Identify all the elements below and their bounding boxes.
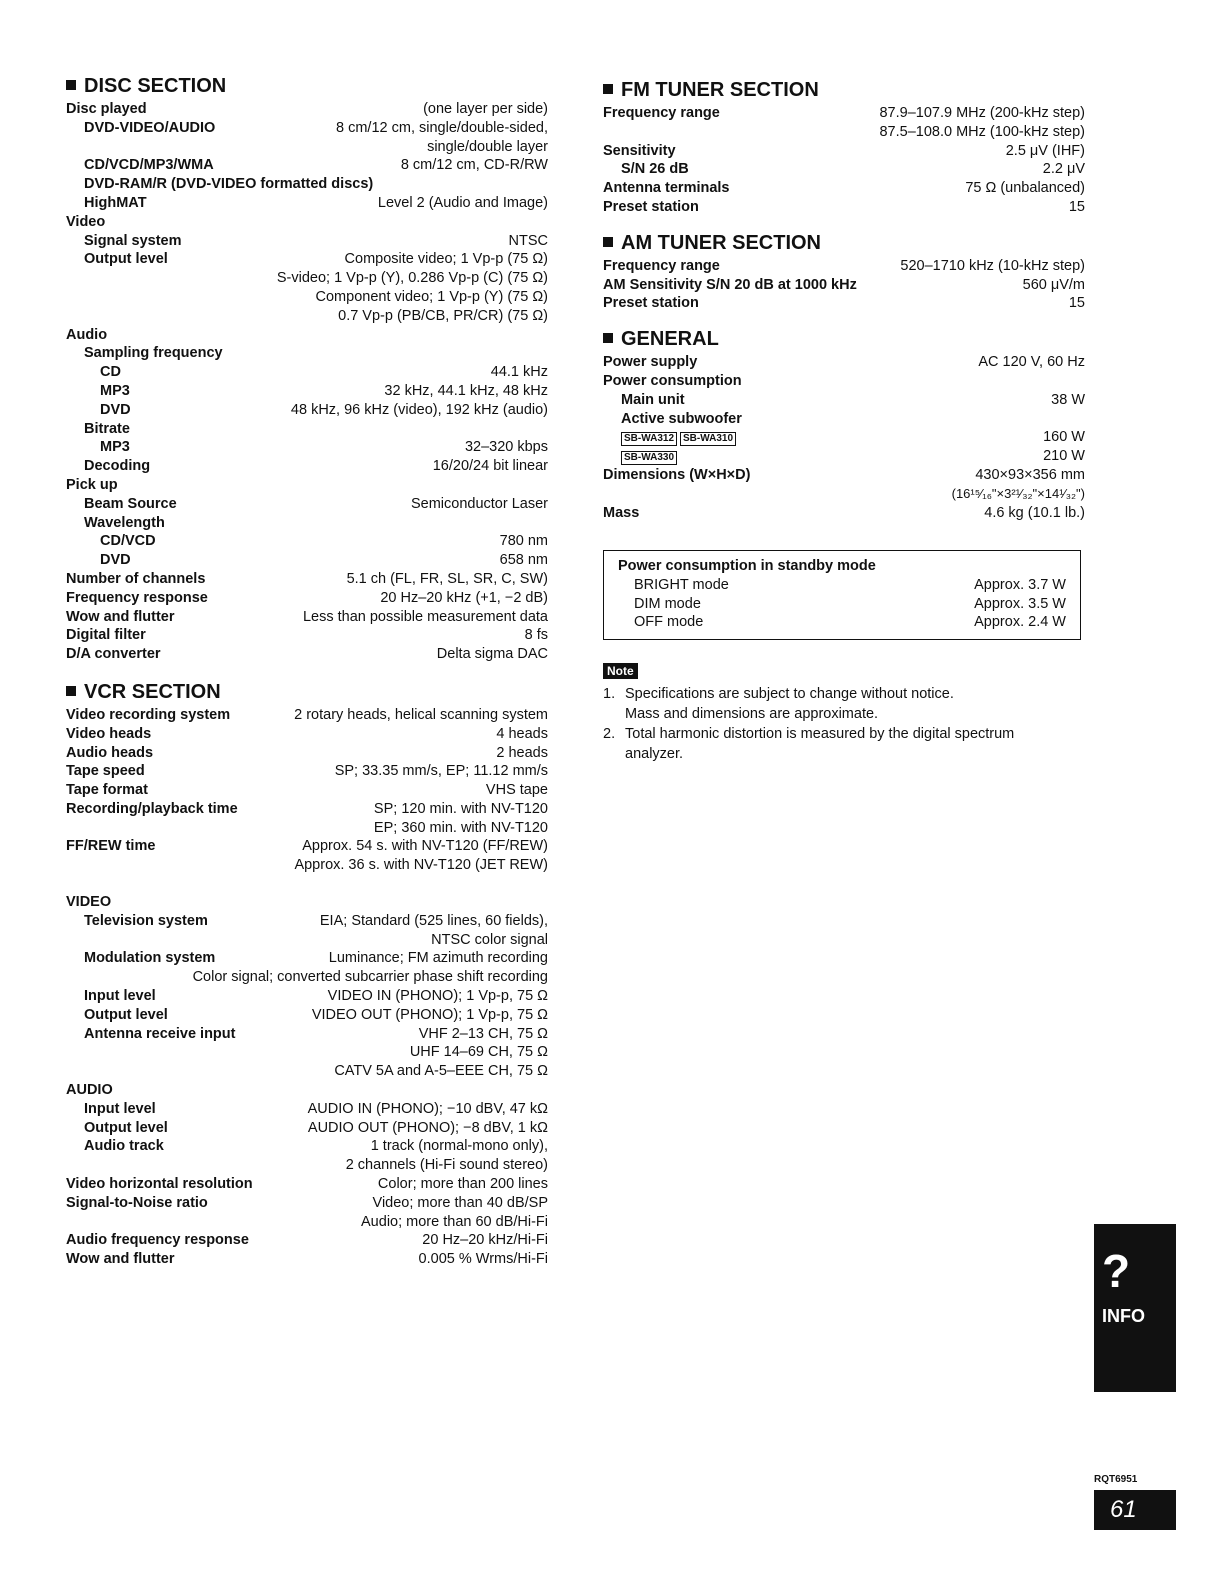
- general-section-title: GENERAL: [603, 327, 1085, 351]
- spec-value: Approx. 3.7 W: [974, 576, 1066, 593]
- spec-row: [603, 257, 1085, 276]
- spec-label: Wavelength: [84, 514, 165, 531]
- spec-row: [66, 401, 548, 420]
- spec-row: [66, 645, 548, 664]
- spec-value: 75 Ω (unbalanced): [965, 180, 1085, 197]
- spec-row: [66, 532, 548, 551]
- spec-value: SP; 120 min. with NV-T120: [373, 800, 548, 817]
- spec-row: [66, 800, 548, 819]
- spec-label: Video recording system: [66, 706, 231, 723]
- spec-label: Video heads: [66, 725, 152, 742]
- spec-row: [66, 457, 548, 476]
- spec-row: [66, 326, 548, 345]
- info-tab-label: INFO: [1102, 1306, 1145, 1326]
- spec-label: Audio heads: [66, 744, 154, 761]
- spec-label: Number of channels: [66, 570, 206, 587]
- spec-row: [66, 175, 548, 194]
- spec-value: Luminance; FM azimuth recording: [328, 950, 548, 967]
- spec-label: Wow and flutter: [66, 1251, 175, 1268]
- spec-row: [66, 288, 548, 307]
- spec-label: Input level: [84, 988, 156, 1005]
- model-badge: SB-WA330: [621, 451, 677, 465]
- right-column: [603, 78, 1085, 522]
- note-number: 1.: [603, 686, 616, 702]
- spec-value: 20 Hz–20 kHz (+1, −2 dB): [380, 589, 548, 606]
- spec-row: [66, 893, 548, 912]
- spec-row: [66, 1043, 548, 1062]
- spec-label: Sensitivity: [603, 142, 676, 159]
- spec-value: 15: [1068, 198, 1085, 215]
- note-label: Note: [603, 663, 638, 679]
- spec-value: SP; 33.35 mm/s, EP; 11.12 mm/s: [334, 763, 548, 780]
- spec-value: 1 track (normal-mono only),: [370, 1138, 548, 1155]
- spec-row: [66, 744, 548, 763]
- spec-label: Tape speed: [66, 763, 145, 780]
- spec-value: Approx. 36 s. with NV-T120 (JET REW): [294, 857, 548, 874]
- spec-label: HighMAT: [84, 194, 147, 211]
- spec-label: MP3: [100, 439, 130, 456]
- spec-row: [603, 104, 1085, 123]
- spec-value: Composite video; 1 Vp-p (75 Ω): [344, 251, 548, 268]
- disc-spec-list: [66, 100, 548, 664]
- spec-row: [603, 179, 1085, 198]
- spec-label: FF/REW time: [66, 838, 156, 855]
- spec-row: Main unit 38 W: [621, 391, 1085, 408]
- spec-row: [66, 1137, 548, 1156]
- spec-label: Input level: [84, 1100, 156, 1117]
- note-text: Specifications are subject to change without notice.: [625, 686, 954, 702]
- spec-value: 87.9–107.9 MHz (200-kHz step): [879, 105, 1085, 121]
- spec-row: [66, 837, 548, 856]
- page-number: 61: [1094, 1490, 1176, 1530]
- spec-label: Preset station: [603, 198, 699, 215]
- spec-value: 658 nm: [499, 552, 548, 569]
- spec-row: [603, 123, 1085, 142]
- spec-row: [66, 1025, 548, 1044]
- spec-row: [66, 476, 548, 495]
- spec-value: 32 kHz, 44.1 kHz, 48 kHz: [384, 382, 548, 399]
- spec-row: [66, 819, 548, 838]
- spec-row: [66, 307, 548, 326]
- note-text: analyzer.: [625, 745, 684, 762]
- spec-label: Frequency range: [603, 257, 720, 274]
- spec-row: [66, 1213, 548, 1232]
- spec-value: Delta sigma DAC: [436, 646, 548, 663]
- bullet-square-icon: [66, 80, 76, 90]
- spec-row: Active subwoofer: [621, 410, 742, 427]
- spec-label: Pick up: [66, 476, 118, 493]
- spec-value: Component video; 1 Vp-p (Y) (75 Ω): [315, 288, 548, 305]
- vcr-section-title: VCR SECTION: [66, 680, 548, 704]
- spec-row: [66, 382, 548, 401]
- standby-title-row: Power consumption in standby mode: [618, 558, 876, 574]
- spec-row: [66, 1175, 548, 1194]
- spec-label: Video horizontal resolution: [66, 1176, 253, 1193]
- spec-row: [603, 198, 1085, 217]
- spec-row: [66, 269, 548, 288]
- spec-value: UHF 14–69 CH, 75 Ω: [409, 1044, 548, 1061]
- spec-value: Approx. 3.5 W: [974, 595, 1066, 612]
- spec-label: VIDEO: [66, 894, 112, 911]
- spec-row: [66, 156, 548, 175]
- spec-value: NTSC color signal: [431, 931, 548, 948]
- spec-label: Bitrate: [84, 420, 130, 437]
- spec-value: VIDEO OUT (PHONO); 1 Vp-p, 75 Ω: [311, 1006, 548, 1023]
- spec-row: [66, 363, 548, 382]
- spec-row: [66, 781, 548, 800]
- spec-row: [66, 1100, 548, 1119]
- note-text: Mass and dimensions are approximate.: [625, 705, 879, 722]
- spec-label: Preset station: [603, 295, 699, 312]
- spec-label: Signal-to-Noise ratio: [66, 1194, 208, 1211]
- note-text: Total harmonic distortion is measured by the digital spectrum: [625, 726, 1015, 742]
- spec-value: 520–1710 kHz (10-kHz step): [900, 257, 1085, 274]
- spec-value: Audio; more than 60 dB/Hi-Fi: [361, 1213, 548, 1230]
- question-mark-icon: ?: [1102, 1245, 1131, 1297]
- spec-label: Disc played: [66, 101, 147, 117]
- spec-value: 2 heads: [496, 744, 548, 761]
- note-number: 2.: [603, 726, 616, 742]
- info-side-tab: [1094, 1224, 1176, 1392]
- spec-label: Output level: [84, 1119, 168, 1136]
- spec-value: Less than possible measurement data: [302, 608, 548, 625]
- spec-label: DVD-VIDEO/AUDIO: [84, 119, 216, 136]
- model-badge: SB-WA310: [680, 432, 736, 446]
- spec-row: [66, 138, 548, 157]
- left-column: [66, 74, 548, 1269]
- spec-row: [66, 250, 548, 269]
- spec-row: [66, 420, 548, 439]
- spec-label: CD/VCD/MP3/WMA: [84, 157, 214, 174]
- spec-row: [66, 968, 548, 987]
- spec-label: Recording/playback time: [66, 800, 238, 817]
- spec-value: 5.1 ch (FL, FR, SL, SR, C, SW): [346, 570, 548, 587]
- spec-label: S/N 26 dB: [621, 161, 689, 178]
- spec-row: [66, 1081, 548, 1100]
- spec-row: SB-WA330 210 W: [603, 447, 1085, 466]
- spec-row: [603, 294, 1085, 313]
- spec-label: Sampling frequency: [84, 345, 223, 362]
- spec-label: DVD-RAM/R (DVD-VIDEO formatted discs): [84, 176, 374, 193]
- spec-row: [66, 514, 548, 533]
- spec-row: Mass 4.6 kg (10.1 lb.): [603, 504, 1085, 521]
- spec-label: Audio track: [84, 1138, 164, 1155]
- spec-value: 8 cm/12 cm, single/double-sided,: [336, 119, 548, 136]
- spec-row: [66, 344, 548, 363]
- spec-row: [66, 706, 548, 725]
- spec-value: AUDIO OUT (PHONO); −8 dBV, 1 kΩ: [307, 1119, 548, 1136]
- spec-label: Video: [66, 213, 106, 230]
- fm-section-title: FM TUNER SECTION: [603, 78, 1085, 102]
- spec-value: 15: [1068, 295, 1085, 312]
- spec-row: (16¹⁵⁄₁₆"×3²¹⁄₃₂"×14¹⁄₃₂"): [951, 485, 1085, 501]
- spec-row: [66, 1006, 548, 1025]
- spec-label: CD: [100, 364, 121, 381]
- spec-label: Digital filter: [66, 627, 146, 644]
- spec-label: Antenna receive input: [84, 1025, 236, 1042]
- spec-row: [66, 725, 548, 744]
- spec-row: [66, 119, 548, 138]
- spec-row: [618, 613, 1066, 632]
- spec-value: 0.7 Vp-p (PB/CB, PR/CR) (75 Ω): [338, 307, 548, 324]
- spec-value: Color signal; converted subcarrier phase shift recording: [192, 969, 548, 986]
- spec-value: 87.5–108.0 MHz (100-kHz step): [879, 123, 1085, 140]
- spec-label: BRIGHT mode: [634, 576, 729, 593]
- spec-label: Wow and flutter: [66, 608, 175, 625]
- spec-row: [66, 1231, 548, 1250]
- standby-power-box: [603, 550, 1081, 640]
- spec-row: [603, 160, 1085, 179]
- am-spec-list: [603, 257, 1085, 313]
- spec-value: 560 μV/m: [1022, 276, 1085, 293]
- vcr-spec-list: [66, 706, 548, 875]
- spec-value: 780 nm: [499, 533, 548, 550]
- spec-row: [66, 1194, 548, 1213]
- spec-label: Antenna terminals: [603, 180, 730, 197]
- spec-row: [66, 1156, 548, 1175]
- spec-label: Beam Source: [84, 495, 177, 512]
- spec-row: [66, 194, 548, 213]
- spec-label: Tape format: [66, 782, 148, 799]
- document-code: RQT6951: [1094, 1474, 1138, 1485]
- spec-value: 2 channels (Hi-Fi sound stereo): [345, 1157, 548, 1174]
- spec-row: [66, 1250, 548, 1269]
- spec-label: Decoding: [84, 458, 151, 475]
- spec-value: AUDIO IN (PHONO); −10 dBV, 47 kΩ: [307, 1100, 548, 1117]
- spec-value: Approx. 54 s. with NV-T120 (FF/REW): [302, 838, 548, 855]
- spec-value: NTSC: [508, 232, 548, 249]
- spec-label: DVD: [100, 552, 131, 569]
- spec-value: Color; more than 200 lines: [377, 1176, 548, 1193]
- general-spec-list: [603, 353, 1085, 522]
- spec-value: VHS tape: [485, 782, 548, 799]
- spec-value: S-video; 1 Vp-p (Y), 0.286 Vp-p (C) (75 Ω): [276, 270, 548, 287]
- spec-value: EP; 360 min. with NV-T120: [373, 819, 548, 836]
- spec-value: 20 Hz–20 kHz/Hi-Fi: [422, 1232, 548, 1249]
- spec-row: [66, 213, 548, 232]
- spec-value: VIDEO IN (PHONO); 1 Vp-p, 75 Ω: [327, 988, 548, 1005]
- vcr-video-audio-spec-list: [66, 893, 548, 1269]
- bullet-square-icon: [603, 84, 613, 94]
- spec-label: CD/VCD: [100, 533, 156, 550]
- fm-spec-list: [603, 104, 1085, 217]
- spec-value: Level 2 (Audio and Image): [377, 194, 548, 211]
- spec-row: [603, 276, 1085, 295]
- note-item: [603, 685, 1083, 724]
- spec-row: [66, 949, 548, 968]
- spec-label: Frequency response: [66, 589, 208, 606]
- spec-value: 2 rotary heads, helical scanning system: [294, 706, 548, 723]
- note-list: [603, 685, 1083, 764]
- spec-row: [66, 931, 548, 950]
- spec-value: EIA; Standard (525 lines, 60 fields),: [319, 912, 548, 929]
- spec-row: [66, 856, 548, 875]
- spec-row: [66, 987, 548, 1006]
- spec-label: Output level: [84, 1006, 168, 1023]
- spec-row: [66, 589, 548, 608]
- spec-label: Modulation system: [84, 950, 216, 967]
- spec-row: [66, 232, 548, 251]
- spec-value: 48 kHz, 96 kHz (video), 192 kHz (audio): [290, 401, 548, 418]
- spec-row: [66, 762, 548, 781]
- spec-row: [66, 495, 548, 514]
- spec-label: Signal system: [84, 232, 182, 249]
- note-item: [603, 725, 1083, 764]
- bullet-square-icon: [603, 333, 613, 343]
- bullet-square-icon: [66, 686, 76, 696]
- spec-label: Output level: [84, 251, 168, 268]
- spec-label: DVD: [100, 401, 131, 418]
- spec-value: 32–320 kbps: [464, 439, 548, 456]
- bullet-square-icon: [603, 237, 613, 247]
- spec-label: DIM mode: [634, 595, 701, 612]
- spec-row: [66, 912, 548, 931]
- spec-label: AUDIO: [66, 1082, 113, 1099]
- spec-label: Audio frequency response: [66, 1232, 249, 1249]
- spec-row: Power supply AC 120 V, 60 Hz: [603, 354, 1085, 371]
- spec-value: 8 cm/12 cm, CD-R/RW: [400, 157, 548, 174]
- am-section-title: AM TUNER SECTION: [603, 231, 1085, 255]
- spec-value: VHF 2–13 CH, 75 Ω: [418, 1025, 548, 1042]
- spec-value: (one layer per side): [423, 101, 548, 117]
- spec-row: [66, 1119, 548, 1138]
- spec-row: [618, 576, 1066, 595]
- spec-value: CATV 5A and A-5–EEE CH, 75 Ω: [334, 1063, 548, 1080]
- spec-value: 0.005 % Wrms/Hi-Fi: [418, 1251, 548, 1268]
- spec-row: SB-WA312 SB-WA310 160 W: [603, 428, 1085, 447]
- spec-row: [603, 142, 1085, 161]
- spec-row: [66, 1062, 548, 1081]
- spec-row: [66, 608, 548, 627]
- spec-value: Semiconductor Laser: [410, 495, 548, 512]
- spec-label: OFF mode: [634, 614, 704, 631]
- disc-section-title: DISC SECTION: [66, 74, 548, 98]
- spec-value: single/double layer: [427, 138, 548, 155]
- spec-row: [618, 595, 1066, 614]
- spec-value: 8 fs: [524, 627, 548, 644]
- spec-row: Power consumption: [603, 372, 742, 389]
- standby-spec-list: [618, 576, 1066, 632]
- spec-value: 44.1 kHz: [490, 364, 548, 381]
- spec-row: Dimensions (W×H×D) 430×93×356 mm: [603, 466, 1085, 483]
- spec-label: D/A converter: [66, 646, 161, 663]
- spec-value: Video; more than 40 dB/SP: [372, 1194, 548, 1211]
- spec-value: Approx. 2.4 W: [974, 614, 1066, 631]
- note-block: [603, 662, 1083, 765]
- model-badge: SB-WA312: [621, 432, 677, 446]
- spec-row: [66, 570, 548, 589]
- spec-label: MP3: [100, 382, 130, 399]
- spec-row: [66, 626, 548, 645]
- spec-value: 16/20/24 bit linear: [432, 458, 548, 475]
- spec-value: 2.2 μV: [1042, 161, 1085, 178]
- spec-value: 4 heads: [496, 725, 548, 742]
- spec-label: AM Sensitivity S/N 20 dB at 1000 kHz: [603, 276, 857, 293]
- spec-row: [66, 438, 548, 457]
- spec-row: [66, 551, 548, 570]
- spec-row: [66, 100, 548, 119]
- spec-value: 2.5 μV (IHF): [1005, 142, 1085, 159]
- spec-label: Frequency range: [603, 105, 720, 121]
- spec-label: Television system: [84, 912, 208, 929]
- spec-label: Audio: [66, 326, 108, 343]
